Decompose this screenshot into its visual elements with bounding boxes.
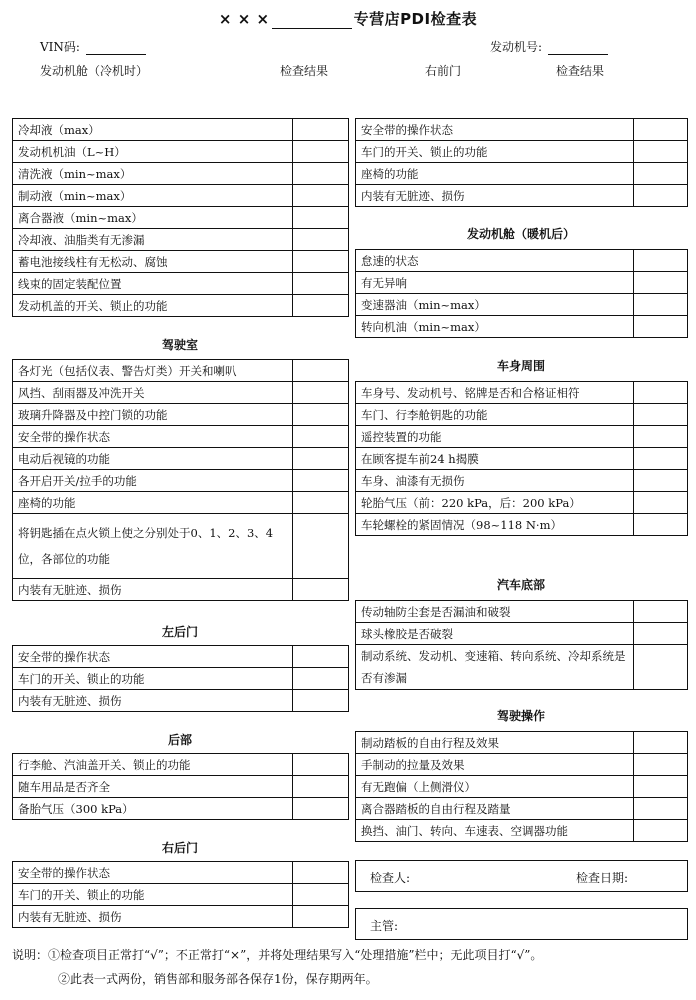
- chassis-table: [355, 600, 688, 690]
- rear-table: [12, 753, 349, 820]
- cab-table: [12, 359, 349, 601]
- table-row: [356, 426, 688, 448]
- check-result-cell[interactable]: [634, 798, 688, 820]
- table-row: [13, 448, 349, 470]
- check-result-cell[interactable]: [634, 448, 688, 470]
- check-item-label: 变速器油（min~max）: [356, 294, 634, 316]
- check-item-label: 电动后视镜的功能: [13, 448, 293, 470]
- table-row: [13, 798, 349, 820]
- check-item-label: 制动液（min~max）: [13, 185, 293, 207]
- check-item-label: 安全带的操作状态: [356, 119, 634, 141]
- check-item-label: 换挡、油门、转向、车速表、空调器功能: [356, 820, 634, 842]
- inspector-label: 检查人:: [370, 871, 411, 885]
- check-item-label: 球头橡胶是否破裂: [356, 623, 634, 645]
- check-result-cell[interactable]: [634, 754, 688, 776]
- check-item-label: 遥控装置的功能: [356, 426, 634, 448]
- page-title: [0, 8, 696, 29]
- table-row: [13, 862, 349, 884]
- check-result-cell[interactable]: [293, 163, 349, 185]
- check-result-cell[interactable]: [634, 294, 688, 316]
- title-prefix: × × ×: [218, 10, 270, 28]
- check-result-cell[interactable]: [293, 251, 349, 273]
- check-result-cell[interactable]: [293, 754, 349, 776]
- check-item-label: 安全带的操作状态: [13, 862, 293, 884]
- check-item-label: 备胎气压（300 kPa）: [13, 798, 293, 820]
- check-result-cell[interactable]: [293, 185, 349, 207]
- check-item-label: 随车用品是否齐全: [13, 776, 293, 798]
- left-rear-title: 左后门: [161, 625, 198, 639]
- chassis-title: 汽车底部: [496, 578, 545, 592]
- check-result-cell[interactable]: [634, 470, 688, 492]
- check-result-cell[interactable]: [634, 141, 688, 163]
- table-row: [13, 163, 349, 185]
- table-row: [356, 820, 688, 842]
- check-item-label: 离合器踏板的自由行程及踏量: [356, 798, 634, 820]
- table-row: [356, 294, 688, 316]
- check-item-label: 内装有无脏迹、损伤: [356, 185, 634, 207]
- check-item-label: 将钥匙插在点火锁上使之分别处于0、1、2、3、4位，各部位的功能: [13, 514, 293, 579]
- table-row: [13, 229, 349, 251]
- note-line-1: 说明：①检查项目正常打“√”；不正常打“×”，并将处理结果写入“处理措施”栏中；无此项目打“√”。: [12, 948, 543, 962]
- check-result-cell[interactable]: [634, 316, 688, 338]
- table-row: [13, 295, 349, 317]
- check-result-cell[interactable]: [634, 623, 688, 645]
- table-row: [356, 623, 688, 645]
- table-row: [13, 470, 349, 492]
- check-result-cell[interactable]: [293, 470, 349, 492]
- check-result-cell[interactable]: [293, 492, 349, 514]
- inspection-date-label: 检查日期:: [576, 871, 629, 885]
- check-result-cell[interactable]: [293, 906, 349, 928]
- right-rear-table: [12, 861, 349, 928]
- check-item-label: 轮胎气压（前：220 kPa，后：200 kPa）: [356, 492, 634, 514]
- check-result-cell[interactable]: [293, 426, 349, 448]
- check-item-label: 各开启开关/拉手的功能: [13, 470, 293, 492]
- check-result-cell[interactable]: [293, 668, 349, 690]
- body-table: [355, 381, 688, 536]
- right-front-table: [355, 118, 688, 207]
- check-item-label: 座椅的功能: [13, 492, 293, 514]
- check-item-label: 传动轴防尘套是否漏油和破裂: [356, 601, 634, 623]
- right-rear-title: 右后门: [161, 841, 198, 855]
- check-item-label: 制动系统、发动机、变速箱、转向系统、冷却系统是否有渗漏: [356, 645, 634, 690]
- col-left-section: 发动机舱（冷机时）: [40, 64, 149, 78]
- check-item-label: 安全带的操作状态: [13, 426, 293, 448]
- table-row: [356, 250, 688, 272]
- check-result-cell[interactable]: [293, 404, 349, 426]
- table-row: [356, 382, 688, 404]
- note-line-2: ②此表一式两份，销售部和服务部各保存1份，保存期两年。: [58, 972, 378, 986]
- supervisor-label: 主管:: [370, 919, 399, 933]
- check-result-cell[interactable]: [634, 645, 688, 690]
- check-item-label: 发动机机油（L~H）: [13, 141, 293, 163]
- table-row: [13, 360, 349, 382]
- vin-label: VIN码:: [40, 40, 80, 54]
- table-row: [13, 754, 349, 776]
- check-result-cell[interactable]: [293, 514, 349, 579]
- table-row: [13, 251, 349, 273]
- check-item-label: 车门的开关、锁止的功能: [13, 668, 293, 690]
- table-row: [356, 514, 688, 536]
- check-result-cell[interactable]: [634, 250, 688, 272]
- check-item-label: 车门的开关、锁止的功能: [13, 884, 293, 906]
- drive-table: [355, 731, 688, 842]
- check-result-cell[interactable]: [293, 141, 349, 163]
- table-row: [13, 141, 349, 163]
- col-right-section: 右前门: [425, 64, 462, 78]
- rear-title: 后部: [167, 733, 192, 747]
- check-result-cell[interactable]: [293, 273, 349, 295]
- check-item-label: 发动机盖的开关、锁止的功能: [13, 295, 293, 317]
- check-item-label: 各灯光（包括仪表、警告灯类）开关和喇叭: [13, 360, 293, 382]
- engine-warm-title: 发动机舱（暖机后）: [466, 227, 575, 241]
- check-item-label: 有无异响: [356, 272, 634, 294]
- check-item-label: 座椅的功能: [356, 163, 634, 185]
- check-result-cell[interactable]: [293, 382, 349, 404]
- check-result-cell[interactable]: [634, 514, 688, 536]
- vin-field: [40, 38, 146, 55]
- check-item-label: 内装有无脏迹、损伤: [13, 690, 293, 712]
- check-result-cell[interactable]: [634, 732, 688, 754]
- table-row: [13, 906, 349, 928]
- table-row: [13, 492, 349, 514]
- table-row: [13, 884, 349, 906]
- check-result-cell[interactable]: [634, 163, 688, 185]
- check-result-cell[interactable]: [293, 207, 349, 229]
- table-row: [13, 404, 349, 426]
- dealer-name-blank: [272, 14, 352, 29]
- check-result-cell[interactable]: [293, 646, 349, 668]
- check-item-label: 冷却液、油脂类有无渗漏: [13, 229, 293, 251]
- table-row: [356, 448, 688, 470]
- check-item-label: 车门、行李舱钥匙的功能: [356, 404, 634, 426]
- body-title: 车身周围: [496, 359, 545, 373]
- table-row: [13, 690, 349, 712]
- cab-title: 驾驶室: [161, 338, 198, 352]
- check-result-cell[interactable]: [634, 776, 688, 798]
- supervisor-box: [355, 908, 688, 940]
- table-row: [356, 732, 688, 754]
- check-item-label: 行李舱、汽油盖开关、锁止的功能: [13, 754, 293, 776]
- check-item-label: 线束的固定装配位置: [13, 273, 293, 295]
- table-row: [13, 668, 349, 690]
- vin-blank: [86, 44, 146, 55]
- check-result-cell[interactable]: [293, 862, 349, 884]
- engine-no-field: [490, 38, 608, 55]
- check-item-label: 蓄电池接线柱有无松动、腐蚀: [13, 251, 293, 273]
- check-result-cell[interactable]: [634, 119, 688, 141]
- check-item-label: 安全带的操作状态: [13, 646, 293, 668]
- check-result-cell[interactable]: [293, 798, 349, 820]
- left-rear-table: [12, 645, 349, 712]
- check-item-label: 清洗液（min~max）: [13, 163, 293, 185]
- check-result-cell[interactable]: [293, 884, 349, 906]
- check-result-cell[interactable]: [634, 404, 688, 426]
- table-row: [13, 185, 349, 207]
- col-right-result: 检查结果: [556, 64, 605, 78]
- check-result-cell[interactable]: [634, 820, 688, 842]
- check-result-cell[interactable]: [634, 601, 688, 623]
- table-row: [13, 207, 349, 229]
- table-row: [356, 119, 688, 141]
- drive-title: 驾驶操作: [496, 709, 545, 723]
- check-item-label: 车轮螺栓的紧固情况（98~118 N·m）: [356, 514, 634, 536]
- check-item-label: 手制动的拉量及效果: [356, 754, 634, 776]
- inspector-box: [355, 860, 688, 892]
- table-row: [13, 273, 349, 295]
- table-row: [356, 185, 688, 207]
- check-result-cell[interactable]: [634, 492, 688, 514]
- table-row: [356, 601, 688, 623]
- table-row: [356, 272, 688, 294]
- check-result-cell[interactable]: [293, 579, 349, 601]
- check-result-cell[interactable]: [293, 690, 349, 712]
- table-row: [356, 492, 688, 514]
- check-result-cell[interactable]: [293, 119, 349, 141]
- check-item-label: 在顾客提车前24 h揭膜: [356, 448, 634, 470]
- table-row: [356, 316, 688, 338]
- check-item-label: 怠速的状态: [356, 250, 634, 272]
- table-row: [356, 754, 688, 776]
- check-item-label: 制动踏板的自由行程及效果: [356, 732, 634, 754]
- check-item-label: 车门的开关、锁止的功能: [356, 141, 634, 163]
- table-row: [356, 470, 688, 492]
- table-row: [356, 404, 688, 426]
- table-row: [356, 141, 688, 163]
- check-item-label: 离合器液（min~max）: [13, 207, 293, 229]
- check-item-label: 有无跑偏（上侧滑仪）: [356, 776, 634, 798]
- check-result-cell[interactable]: [293, 295, 349, 317]
- engine-no-blank: [548, 44, 608, 55]
- check-result-cell[interactable]: [634, 426, 688, 448]
- engine-no-label: 发动机号:: [490, 40, 543, 54]
- table-row: [13, 646, 349, 668]
- check-item-label: 转向机油（min~max）: [356, 316, 634, 338]
- check-result-cell[interactable]: [293, 448, 349, 470]
- check-result-cell[interactable]: [293, 776, 349, 798]
- table-row: [356, 645, 688, 690]
- check-result-cell[interactable]: [634, 272, 688, 294]
- table-row: [356, 163, 688, 185]
- col-left-result: 检查结果: [280, 64, 329, 78]
- check-item-label: 玻璃升降器及中控门锁的功能: [13, 404, 293, 426]
- check-result-cell[interactable]: [634, 382, 688, 404]
- table-row: [356, 776, 688, 798]
- check-result-cell[interactable]: [293, 229, 349, 251]
- table-row: [13, 776, 349, 798]
- table-row: [13, 579, 349, 601]
- table-row: [13, 514, 349, 579]
- table-row: [13, 426, 349, 448]
- table-row: [356, 798, 688, 820]
- check-item-label: 内装有无脏迹、损伤: [13, 579, 293, 601]
- check-result-cell[interactable]: [634, 185, 688, 207]
- check-item-label: 冷却液（max）: [13, 119, 293, 141]
- engine-warm-table: [355, 249, 688, 338]
- check-item-label: 车身号、发动机号、铭牌是否和合格证相符: [356, 382, 634, 404]
- table-row: [13, 119, 349, 141]
- engine-cold-table: [12, 118, 349, 317]
- check-item-label: 内装有无脏迹、损伤: [13, 906, 293, 928]
- check-result-cell[interactable]: [293, 360, 349, 382]
- check-item-label: 风挡、刮雨器及冲洗开关: [13, 382, 293, 404]
- table-row: [13, 382, 349, 404]
- check-item-label: 车身、油漆有无损伤: [356, 470, 634, 492]
- title-suffix: 专营店PDI检查表: [353, 10, 478, 28]
